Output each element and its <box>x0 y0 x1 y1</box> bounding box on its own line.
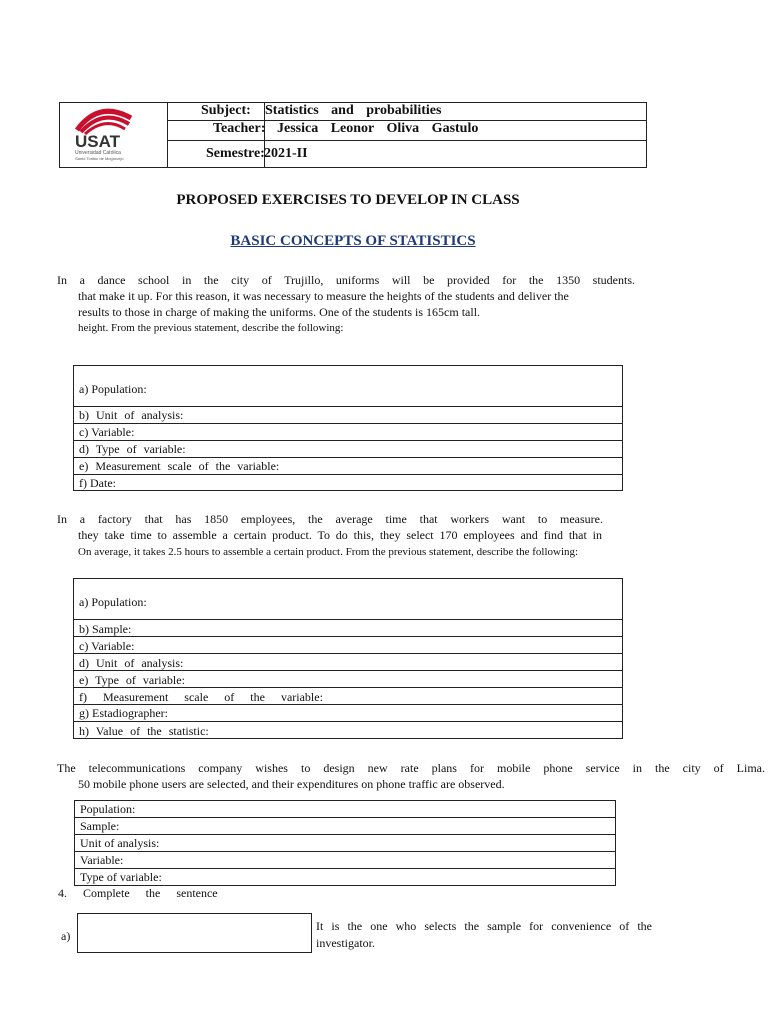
logo-brand: USAT <box>75 132 121 151</box>
table-row-divider <box>73 619 623 620</box>
table-row: d) Unit of analysis: <box>79 656 184 670</box>
table-row: a) Population: <box>79 382 147 396</box>
semester-label: Semestre: <box>206 146 265 161</box>
usat-logo-icon <box>59 102 168 168</box>
table-row: b) Unit of analysis: <box>79 408 184 422</box>
table-row-divider <box>73 423 623 424</box>
table-row: g) Estadiographer: <box>79 706 168 720</box>
exercise2-line: they take time to assemble a certain product. To do this, they select 170 employees and find that in <box>78 528 602 542</box>
table-row: a) Population: <box>79 595 147 609</box>
table-row-divider <box>74 851 616 852</box>
table-row-divider <box>74 834 616 835</box>
exercise4-sentence-line: It is the one who selects the sample for convenience of the <box>316 919 652 933</box>
table-row-divider <box>74 817 616 818</box>
exercise3-line: 50 mobile phone users are selected, and their expenditures on phone traffic are observed. <box>78 777 505 791</box>
exercise3-text <box>57 760 765 776</box>
table-row: e) Measurement scale of the variable: <box>79 459 280 473</box>
table-row-divider <box>73 440 623 441</box>
exercise1-line: that make it up. For this reason, it was necessary to measure the heights of the students and deliver the <box>78 289 569 303</box>
exercise1-line: In a dance school in the city of Trujillo, uniforms will be provided for the 1350 students. <box>57 273 635 287</box>
table-row-divider <box>74 868 616 869</box>
table-row: d) Type of variable: <box>79 442 186 456</box>
exercise2-text <box>78 527 602 543</box>
table-row-divider <box>73 474 623 475</box>
subject-label: Subject: <box>201 103 251 118</box>
teacher-value: Jessica Leonor Oliva Gastulo <box>277 121 479 136</box>
table-row: f) Date: <box>79 476 116 490</box>
table-row: c) Variable: <box>79 425 135 439</box>
table-row: e) Type of variable: <box>79 673 185 687</box>
page-title: PROPOSED EXERCISES TO DEVELOP IN CLASS <box>176 192 520 208</box>
table-row: c) Variable: <box>79 639 135 653</box>
table-row: Population: <box>80 802 136 816</box>
header-divider <box>168 140 647 141</box>
semester-value: 2021-II <box>264 146 308 161</box>
exercise1-text <box>57 272 635 288</box>
table-row-divider <box>73 457 623 458</box>
subject-value: Statistics and probabilities <box>265 103 442 118</box>
exercise2-line: On average, it takes 2.5 hours to assemble a certain product. From the previous statement, describe the following: <box>78 546 579 558</box>
table-row: f) Measurement scale of the variable: <box>79 690 323 704</box>
exercise3-line: The telecommunications company wishes to design new rate plans for mobile phone service in the city of Lima. <box>57 761 765 775</box>
exercise4-sentence-line: investigator. <box>316 936 375 950</box>
answer-field[interactable] <box>77 913 312 953</box>
exercise1-line: height. From the previous statement, describe the following: <box>78 322 344 334</box>
table-row: b) Sample: <box>79 622 132 636</box>
logo-line2: Santo Toribio de Mogrovejo <box>75 156 124 161</box>
exercise4-heading: 4. Complete the sentence <box>58 886 218 900</box>
exercise4-item-label: a) <box>61 929 71 943</box>
table-row: h) Value of the statistic: <box>79 724 209 738</box>
teacher-label: Teacher: <box>213 121 266 136</box>
table-row: Sample: <box>80 819 120 833</box>
exercise4-sentence <box>316 918 652 934</box>
section-title: BASIC CONCEPTS OF STATISTICS <box>230 233 476 249</box>
exercise2-text <box>57 511 603 527</box>
table-row: Variable: <box>80 853 124 867</box>
logo-cell <box>59 102 168 168</box>
table-row-divider <box>73 406 623 407</box>
table-row-divider <box>73 721 623 722</box>
table-row-divider <box>73 653 623 654</box>
exercise1-line: results to those in charge of making the uniforms. One of the students is 165cm tall. <box>78 305 481 319</box>
table-row-divider <box>73 636 623 637</box>
exercise2-line: In a factory that has 1850 employees, the average time that workers want to measure. <box>57 512 603 526</box>
logo-line1: Universidad Católica <box>75 150 121 156</box>
table-row: Type of variable: <box>80 870 162 884</box>
table-row: Unit of analysis: <box>80 836 160 850</box>
